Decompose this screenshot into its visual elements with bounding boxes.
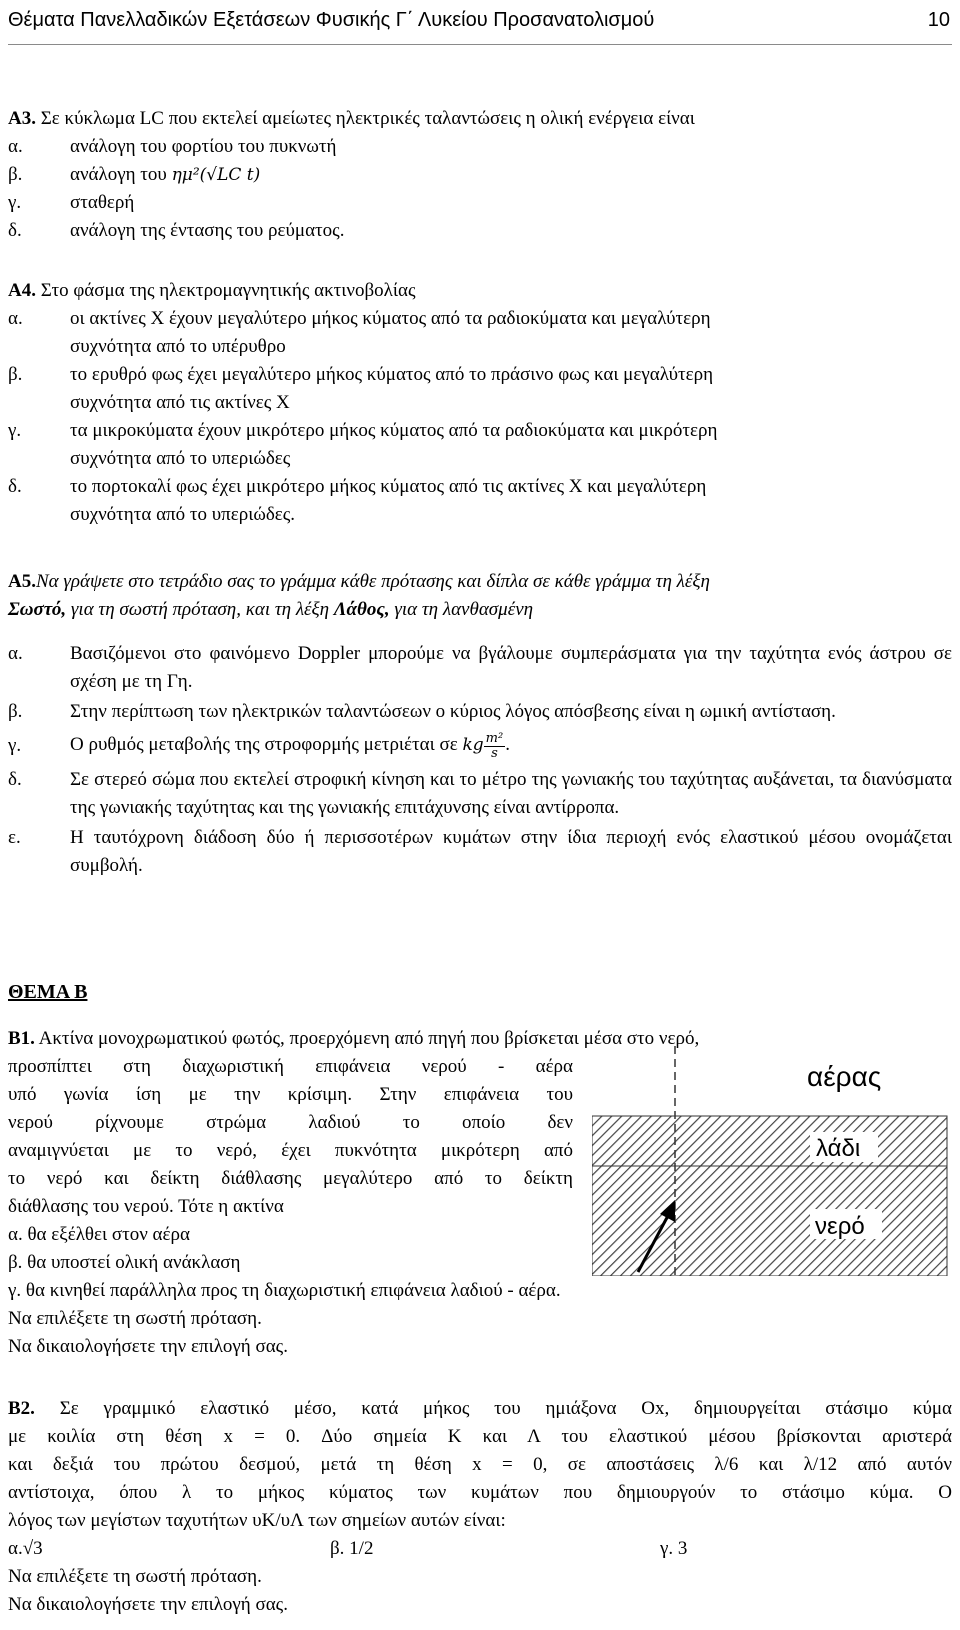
a5-item: β. Στην περίπτωση των ηλεκτρικών ταλαντώσεων ο κύριος λόγος απόσβεσης είναι η ωμική αντίσταση. [8, 701, 836, 722]
a3-math: ημ²(√LC t) [171, 165, 261, 185]
question-b1: Β1. Ακτίνα μονοχρωματικού φωτός, προερχόμενη από πηγή που βρίσκεται μέσα στο νερό, προσπίπτει στη διαχωριστική επιφάνεια νερού - αέρα υπό γωνία ίση με την κρίσιμη. Στην επιφάνεια του νερού ρίχνουμε στρώμα λαδιού το οποίο δεν αναμιγνύεται με το νερό, έχει πυκνότητα μικρότερη από το νερό και δείκτη διάθλασης μεγαλύτερο από το δείκτη διάθλασης του νερού. Τότε η ακτίνα α. θα εξέλθει στον αέρα β. θα υποστεί ολική ανάκλαση γ. θα κινηθεί παράλληλα προς τη διαχωριστική επιφάνεια λαδιού - αέρα. Να επιλέξετε τη σωστή πρόταση. Να δικαιολογήσετε την επιλογή σας. [8, 1025, 952, 1361]
a5-item: α. Βασιζόμενοι στο φαινόμενο Doppler μπορούμε να βγάλουμε συμπεράσματα για την ταχύτητα ενός άστρου σε σχέση με τη Γη. [8, 643, 952, 692]
b2-choose: Να επιλέξετε τη σωστή πρόταση. [8, 1566, 262, 1587]
unit-fraction: $\frac{\text{m²}}{s}$ [485, 730, 504, 761]
b2-label: Β2. [8, 1398, 35, 1419]
question-a4 [8, 277, 952, 529]
a4-label: Α4. [8, 280, 36, 301]
a5-label: Α5. [8, 571, 36, 592]
b1-label: Β1. [8, 1028, 35, 1049]
theme-b-heading: ΘΕΜΑ Β [8, 981, 88, 1003]
a3-option: α. ανάλογη του φορτίου του πυκνωτή [8, 136, 337, 157]
refraction-diagram [592, 1046, 952, 1276]
b2-options [8, 1535, 952, 1563]
a3-label: Α3. [8, 108, 36, 129]
b1-choose: Να επιλέξετε τη σωστή πρόταση. [8, 1308, 262, 1329]
b1-justify: Να δικαιολογήσετε την επιλογή σας. [8, 1336, 288, 1357]
b1-option: γ. θα κινηθεί παράλληλα προς τη διαχωριστική επιφάνεια λαδιού - αέρα. [8, 1280, 561, 1301]
a3-option: γ. σταθερή [8, 192, 135, 213]
b2-justify: Να δικαιολογήσετε την επιλογή σας. [8, 1594, 288, 1615]
b2-option: α.√3 [8, 1538, 43, 1559]
media-region [592, 1116, 947, 1276]
b2-option: β. 1/2 [330, 1538, 374, 1559]
a4-option: δ. το πορτοκαλί φως έχει μικρότερο μήκος κύματος από τις ακτίνες Χ και μεγαλύτερη συχνότητα από το υπεριώδες. [8, 476, 707, 525]
a3-option: β. ανάλογη του ημ²(√LC t) [8, 164, 261, 185]
a5-word-wrong: Λάθος, [333, 599, 390, 620]
a4-option: γ. τα μικροκύματα έχουν μικρότερο μήκος κύματος από τα ραδιοκύματα και μικρότερη συχνότητα από το υπεριώδες [8, 420, 718, 469]
page-number: 10 [927, 9, 950, 31]
b2-option: γ. 3 [660, 1538, 688, 1559]
a4-question: Στο φάσμα της ηλεκτρομαγνητικής ακτινοβολίας [40, 280, 416, 301]
a5-item: γ. Ο ρυθμός μεταβολής της στροφορμής μετριέται σε kg $\frac{\text{m²}}{s}$ . [8, 730, 510, 761]
air-label: αέρας [807, 1061, 882, 1092]
a4-option: α. οι ακτίνες Χ έχουν μεγαλύτερο μήκος κύματος από τα ραδιοκύματα και μεγαλύτερη συχνότητα από το υπέρυθρο [8, 308, 711, 357]
b1-option: β. θα υποστεί ολική ανάκλαση [8, 1252, 241, 1273]
a5-item: ε. Η ταυτόχρονη διάδοση δύο ή περισσοτέρων κυμάτων στην ίδια περιοχή ενός ελαστικού μέσου ονομάζεται συμβολή. [8, 827, 952, 876]
a3-option: δ. ανάλογη της έντασης του ρεύματος. [8, 220, 345, 241]
a5-instr-1: Να γράψετε στο τετράδιο σας το γράμμα κάθε πρότασης και δίπλα σε κάθε γράμμα τη λέξη [35, 571, 710, 592]
question-a3 [8, 105, 952, 245]
a5-item: δ. Σε στερεό σώμα που εκτελεί στροφική κίνηση και το μέτρο της γωνιακής του ταχύτητας αυξάνεται, τα διανύσματα της γωνιακής ταχύτητας και της γωνιακής επιτάχυνσης είναι αντίρροπα. [8, 769, 952, 818]
b1-option: α. θα εξέλθει στον αέρα [8, 1224, 190, 1245]
a4-option: β. το ερυθρό φως έχει μεγαλύτερο μήκος κύματος από το πράσινο φως και μεγαλύτερη συχνότητα από τις ακτίνες Χ [8, 364, 714, 413]
page-header [8, 4, 952, 45]
a3-question: Σε κύκλωμα LC που εκτελεί αμείωτες ηλεκτρικές ταλαντώσεις η ολική ενέργεια είναι [40, 108, 695, 129]
water-label: νερό [815, 1213, 865, 1240]
a5-word-correct: Σωστό, [8, 599, 67, 620]
header-title: Θέματα Πανελλαδικών Εξετάσεων Φυσικής Γ΄ Λυκείου Προσανατολισμού [8, 9, 655, 31]
question-a5: Α5.Να γράψετε στο τετράδιο σας το γράμμα κάθε πρότασης και δίπλα σε κάθε γράμμα τη λέξη Σωστό, για τη σωστή πρόταση, και τη λέξη Λάθος, για τη λανθασμένη α. Βασιζόμενοι στο φαινόμενο Doppler μπορούμε να βγάλουμε συμπεράσματα για την ταχύτητα ενός άστρου σε σχέση με τη Γη. β. Στην περίπτωση των ηλεκτρικών ταλαντώσεων ο κύριος λόγος απόσβεσης είναι η ωμική αντίσταση. γ. Ο ρυθμός μεταβολής της στροφορμής μετριέται σε kg $\frac{\text{m²}}{s}$ . δ. Σε στερεό σώμα που εκτελεί στροφική κίνηση και το μέτρο της γωνιακής του ταχύτητας αυξάνεται, τα διανύσματα της γωνιακής ταχύτητας και της γωνιακής επιτάχυνσης είναι αντίρροπα. ε. Η ταυτόχρονη διάδοση δύο ή περισσοτέρων κυμάτων στην ίδια περιοχή ενός ελαστικού μέσου ονομάζεται συμβολή. [8, 568, 952, 880]
oil-label: λάδι [816, 1135, 861, 1162]
unit-kg: kg [462, 735, 484, 756]
question-b2: Β2. Σε γραμμικό ελαστικό μέσο, κατά μήκος του ημιάξονα Οx, δημιουργείται στάσιμο κύμα με κοιλία στη θέση x = 0. Δύο σημεία Κ και Λ του ελαστικού μέσου βρίσκονται αριστερά και δεξιά του πρώτου δεσμού, μετά τη θέση x = 0, σε αποστάσεις λ/6 και λ/12 από αυτόν αντίστοιχα, όπου λ το μήκος κύματος των κυμάτων που δημιουργούν το στάσιμο κύμα. Ο λόγος των μεγίστων ταχυτήτων υΚ/υΛ των σημείων αυτών είναι: α.√3 β. 1/2 γ. 3 Να επιλέξετε τη σωστή πρόταση. Να δικαιολογήσετε την επιλογή σας. [8, 1395, 952, 1619]
